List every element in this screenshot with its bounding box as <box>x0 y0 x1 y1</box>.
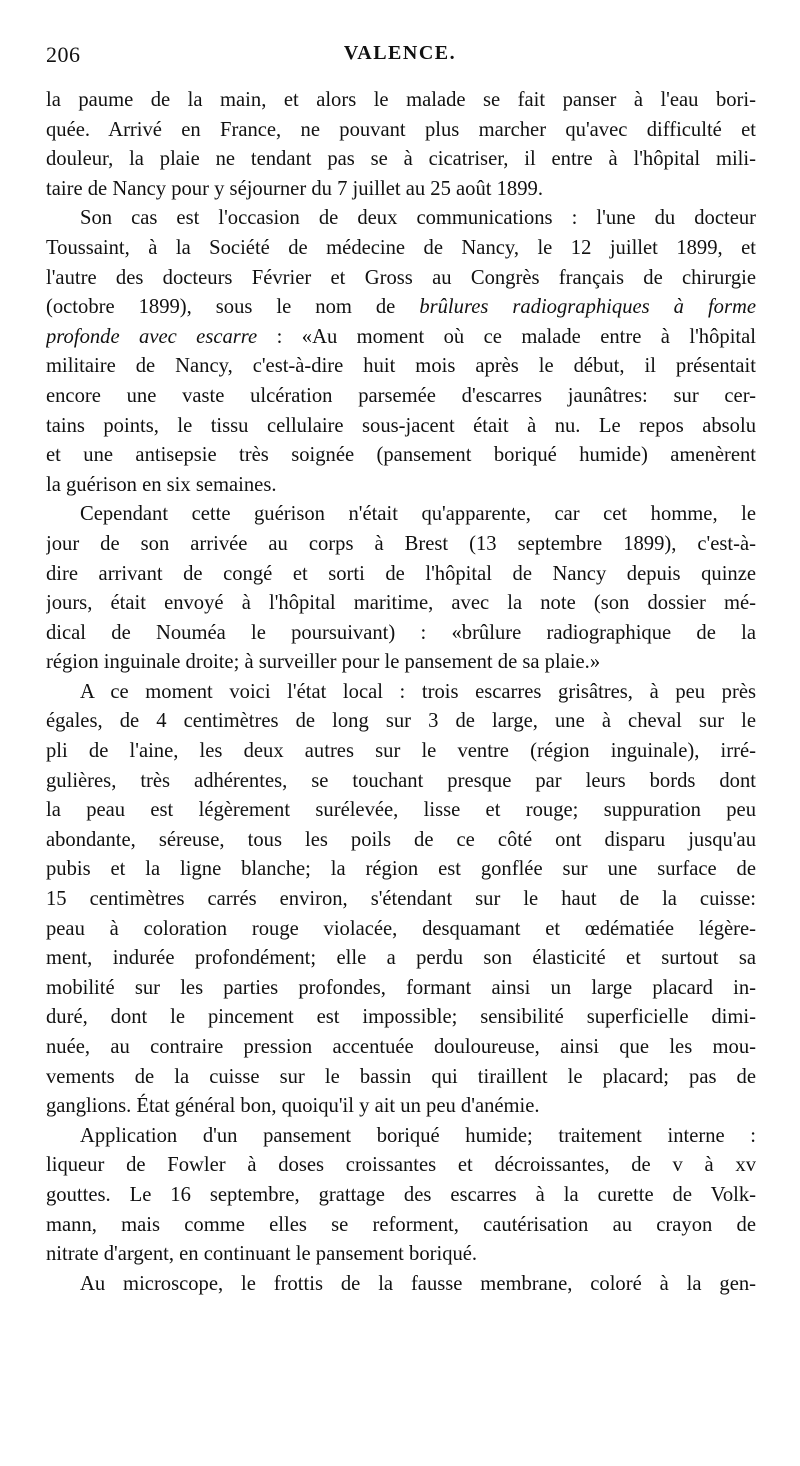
text-line <box>46 1122 756 1152</box>
line-text: mobilité sur les parties profondes, formant ainsi un large placard in- <box>46 976 756 999</box>
line-text: pubis et la ligne blanche; la région est gonflée sur une surface de <box>46 858 756 881</box>
text-line <box>46 648 756 678</box>
line-text: duré, dont le pincement est impossible; sensibilité superficielle dimi- <box>46 1006 756 1029</box>
text-line <box>46 412 756 442</box>
text-line <box>46 293 756 323</box>
line-text: liqueur de Fowler à doses croissantes et décroissantes, de v à xv <box>46 1154 756 1177</box>
text-line <box>46 175 756 205</box>
line-text: gouttes. Le 16 septembre, grattage des escarres à la curette de Volk- <box>46 1183 756 1206</box>
text-line <box>46 1151 756 1181</box>
line-text: douleur, la plaie ne tendant pas se à cicatriser, il entre à l'hôpital mili- <box>46 148 756 171</box>
text-line <box>46 1211 756 1241</box>
line-text: gulières, très adhérentes, se touchant presque par leurs bords dont <box>46 769 756 792</box>
line-text: l'autre des docteurs Février et Gross au Congrès français de chirurgie <box>46 266 756 289</box>
text-line <box>46 352 756 382</box>
line-text: pli de l'aine, les deux autres sur le ventre (région inguinale), irré- <box>46 740 756 763</box>
text-line <box>46 855 756 885</box>
line-text: jour de son arrivée au corps à Brest (13 septembre 1899), c'est-à- <box>46 532 756 555</box>
text-line <box>46 1063 756 1093</box>
text-line <box>46 915 756 945</box>
line-text: quée. Arrivé en France, ne pouvant plus marcher qu'avec difficulté et <box>46 118 756 141</box>
line-text: : «Au moment où ce malade entre à l'hôpital <box>257 325 756 348</box>
italic-phrase: brûlures radiographiques à forme <box>419 296 756 319</box>
line-text: mann, mais comme elles se reforment, cautérisation au crayon de <box>46 1213 756 1236</box>
line-text: taire de Nancy pour y séjourner du 7 juillet au 25 août 1899. <box>46 177 543 200</box>
text-line <box>46 826 756 856</box>
text-line <box>46 500 756 530</box>
line-text: Toussaint, à la Société de médecine de Nancy, le 12 juillet 1899, et <box>46 236 756 259</box>
text-line <box>46 1270 756 1300</box>
text-line <box>46 145 756 175</box>
line-text: la peau est légèrement surélevée, lisse et rouge; suppuration peu <box>46 799 756 822</box>
text-line <box>46 619 756 649</box>
line-text: ganglions. État général bon, quoiqu'il y ait un peu d'anémie. <box>46 1095 540 1118</box>
line-text: 15 centimètres carrés environ, s'étendant sur le haut de la cuisse: <box>46 888 756 911</box>
text-line <box>46 767 756 797</box>
line-text: encore une vaste ulcération parsemée d'escarres jaunâtres: sur cer- <box>46 384 756 407</box>
text-line <box>46 1003 756 1033</box>
running-head: VALENCE. <box>343 42 457 64</box>
text-line <box>46 796 756 826</box>
text-line <box>46 382 756 412</box>
line-text: A ce moment voici l'état local : trois escarres grisâtres, à peu près <box>80 680 756 703</box>
text-line <box>46 1240 756 1270</box>
body-text <box>46 86 756 1299</box>
text-line <box>46 974 756 1004</box>
text-line <box>46 204 756 234</box>
text-line <box>46 116 756 146</box>
line-text: Cependant cette guérison n'était qu'apparente, car cet homme, le <box>80 503 756 526</box>
line-text: peau à coloration rouge violacée, desquamant et œdématiée légère- <box>46 917 756 940</box>
text-line <box>46 737 756 767</box>
text-line <box>46 707 756 737</box>
text-line <box>46 560 756 590</box>
line-text: la paume de la main, et alors le malade se fait panser à l'eau bori- <box>46 89 756 111</box>
text-line <box>46 678 756 708</box>
text-line <box>46 441 756 471</box>
line-text: nitrate d'argent, en continuant le pansement boriqué. <box>46 1243 478 1266</box>
text-line <box>46 1092 756 1122</box>
line-text: égales, de 4 centimètres de long sur 3 de large, une à cheval sur le <box>46 710 756 733</box>
text-line <box>46 1033 756 1063</box>
line-text: jours, était envoyé à l'hôpital maritime, avec la note (son dossier mé- <box>46 592 756 615</box>
line-text: militaire de Nancy, c'est-à-dire huit mois après le début, il présentait <box>46 355 756 378</box>
line-text: abondante, séreuse, tous les poils de ce côté ont disparu jusqu'au <box>46 828 756 851</box>
page-number: 206 <box>46 42 81 67</box>
text-line <box>46 471 756 501</box>
text-line <box>46 264 756 294</box>
text-line <box>46 234 756 264</box>
text-line <box>46 944 756 974</box>
text-line <box>46 589 756 619</box>
text-line <box>46 86 756 116</box>
line-text: tains points, le tissu cellulaire sous-jacent était à nu. Le repos absolu <box>46 414 756 437</box>
line-text: Son cas est l'occasion de deux communications : l'une du docteur <box>80 207 756 230</box>
line-text: la guérison en six semaines. <box>46 473 277 496</box>
line-text: Application d'un pansement boriqué humide; traitement interne : <box>80 1124 756 1147</box>
line-text: dical de Nouméa le poursuivant) : «brûlure radiographique de la <box>46 621 756 644</box>
line-text: vements de la cuisse sur le bassin qui tiraillent le placard; pas de <box>46 1065 756 1088</box>
text-line <box>46 323 756 353</box>
page-header <box>46 42 754 72</box>
line-text: ment, indurée profondément; elle a perdu son élasticité et surtout sa <box>46 947 756 970</box>
text-line <box>46 530 756 560</box>
line-text: dire arrivant de congé et sorti de l'hôpital de Nancy depuis quinze <box>46 562 756 585</box>
text-line <box>46 1181 756 1211</box>
line-text: nuée, au contraire pression accentuée douloureuse, ainsi que les mou- <box>46 1036 756 1058</box>
text-line <box>46 885 756 915</box>
line-text: (octobre 1899), sous le nom de <box>46 296 420 319</box>
line-text: Au microscope, le frottis de la fausse membrane, coloré à la gen- <box>80 1272 756 1295</box>
line-text: région inguinale droite; à surveiller pour le pansement de sa plaie.» <box>46 651 601 674</box>
line-text: et une antisepsie très soignée (pansement boriqué humide) amenèrent <box>46 444 756 467</box>
italic-phrase: profonde avec escarre <box>46 325 258 348</box>
